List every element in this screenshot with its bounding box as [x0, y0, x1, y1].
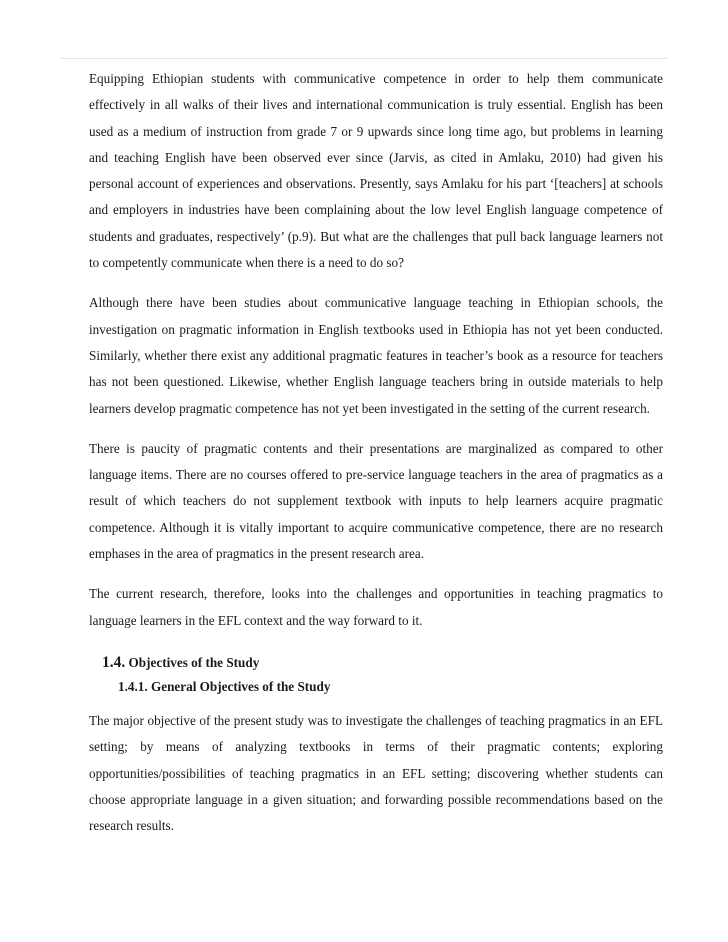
- section-number: 1.4.: [102, 653, 126, 671]
- subsection-heading: 1.4.1. General Objectives of the Study: [118, 678, 331, 694]
- objective-paragraph: The major objective of the present study was to investigate the challenges of teaching pragmatics in an EFL setting; by means of analyzing textbooks in terms of their pragmatic contents; exploring opportunities/possibilities of teaching pragmatics in an EFL setting; discovering whether students can choose appropriate language in a given situation; and forwarding possible recommendations based on the research results.: [89, 712, 663, 834]
- section-heading: [102, 653, 663, 673]
- body-paragraph: Although there have been studies about communicative language teaching in Ethiopian schools, the investigation on pragmatic information in English textbooks used in Ethiopia has not yet been conducted. Similarly, whether there exist any additional pragmatic features in teacher’s book as a resource for teachers has not been questioned. Likewise, whether English language teachers bring in outside materials to help learners develop pragmatic competence has not yet been investigated in the setting of the current research.: [89, 295, 663, 416]
- body-paragraph: There is paucity of pragmatic contents and their presentations are marginalized as compared to other language items. There are no courses offered to pre-service language teachers in the area of pragmatics as a result of which teachers do not supplement textbook with inputs to help learners acquire pragmatic competence. Although it is vitally important to acquire communicative competence, there are no research emphases in the area of pragmatics in the present research area.: [89, 440, 663, 562]
- document-body: [89, 66, 663, 839]
- section-title: Objectives of the Study: [128, 654, 260, 670]
- body-paragraph: Equipping Ethiopian students with communicative competence in order to help them communicate effectively in all walks of their lives and international communication is truly essential. English has been used as a medium of instruction from grade 7 or 9 upwards since long time ago, but problems in learning and teaching English have been observed ever since (Jarvis, as cited in Amlaku, 2010) had given his personal account of experiences and observations. Presently, says Amlaku for his part ‘[teachers] at schools and employers in industries have been complaining about the low level English language competence of students and graduates, respectively’ (p.9). But what are the challenges that pull back language learners not to competently communicate when there is a need to do so?: [89, 71, 663, 271]
- body-paragraph: The current research, therefore, looks into the challenges and opportunities in teaching pragmatics to language learners in the EFL context and the way forward to it.: [89, 586, 663, 628]
- header-rule: [60, 58, 668, 59]
